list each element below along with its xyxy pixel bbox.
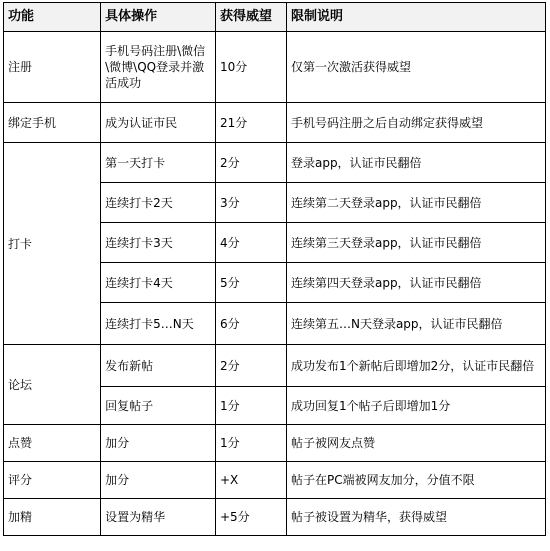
table-row xyxy=(4,32,546,103)
cell-prestige: 2分 xyxy=(215,345,286,387)
table-row xyxy=(4,345,546,387)
cell-note: 帖子被设置为精华，获得威望 xyxy=(286,499,545,536)
prestige-rules-table xyxy=(3,2,546,536)
cell-operation: 连续打卡5…N天 xyxy=(101,303,216,345)
cell-operation: 连续打卡4天 xyxy=(101,263,216,303)
cell-prestige: 1分 xyxy=(215,425,286,462)
cell-function: 评分 xyxy=(4,462,101,499)
cell-prestige: 4分 xyxy=(215,223,286,263)
cell-note: 成功回复1个帖子后即增加1分 xyxy=(286,387,545,425)
header-prestige: 获得威望 xyxy=(215,3,286,32)
cell-prestige: 3分 xyxy=(215,183,286,223)
cell-note: 登录app，认证市民翻倍 xyxy=(286,143,545,183)
cell-note: 帖子被网友点赞 xyxy=(286,425,545,462)
table-row xyxy=(4,143,546,183)
cell-prestige: 10分 xyxy=(215,32,286,103)
cell-note: 连续第三天登录app，认证市民翻倍 xyxy=(286,223,545,263)
cell-prestige: 2分 xyxy=(215,143,286,183)
cell-note: 帖子在PC端被网友加分，分值不限 xyxy=(286,462,545,499)
header-operation: 具体操作 xyxy=(101,3,216,32)
cell-operation: 连续打卡2天 xyxy=(101,183,216,223)
cell-function: 注册 xyxy=(4,32,101,103)
cell-operation: 设置为精华 xyxy=(101,499,216,536)
cell-note: 仅第一次激活获得威望 xyxy=(286,32,545,103)
cell-operation: 发布新帖 xyxy=(101,345,216,387)
cell-function: 点赞 xyxy=(4,425,101,462)
cell-operation: 第一天打卡 xyxy=(101,143,216,183)
cell-prestige: 21分 xyxy=(215,103,286,143)
cell-operation: 成为认证市民 xyxy=(101,103,216,143)
cell-function: 论坛 xyxy=(4,345,101,425)
cell-note: 成功发布1个新帖后即增加2分，认证市民翻倍 xyxy=(286,345,545,387)
header-function: 功能 xyxy=(4,3,101,32)
cell-function: 加精 xyxy=(4,499,101,536)
cell-operation: 加分 xyxy=(101,462,216,499)
cell-operation: 加分 xyxy=(101,425,216,462)
table-row xyxy=(4,103,546,143)
header-note: 限制说明 xyxy=(286,3,545,32)
cell-prestige: 5分 xyxy=(215,263,286,303)
table-row xyxy=(4,499,546,536)
cell-note: 手机号码注册之后自动绑定获得威望 xyxy=(286,103,545,143)
cell-operation: 回复帖子 xyxy=(101,387,216,425)
cell-prestige: 6分 xyxy=(215,303,286,345)
cell-function: 绑定手机 xyxy=(4,103,101,143)
cell-prestige: +5分 xyxy=(215,499,286,536)
table-row xyxy=(4,462,546,499)
cell-prestige: 1分 xyxy=(215,387,286,425)
cell-operation: 连续打卡3天 xyxy=(101,223,216,263)
cell-note: 连续第二天登录app，认证市民翻倍 xyxy=(286,183,545,223)
cell-operation: 手机号码注册\微信\微博\QQ登录并激活成功 xyxy=(101,32,216,103)
cell-prestige: +X xyxy=(215,462,286,499)
table-row xyxy=(4,425,546,462)
table-header-row xyxy=(4,3,546,32)
cell-function: 打卡 xyxy=(4,143,101,345)
cell-note: 连续第五…N天登录app，认证市民翻倍 xyxy=(286,303,545,345)
cell-note: 连续第四天登录app，认证市民翻倍 xyxy=(286,263,545,303)
